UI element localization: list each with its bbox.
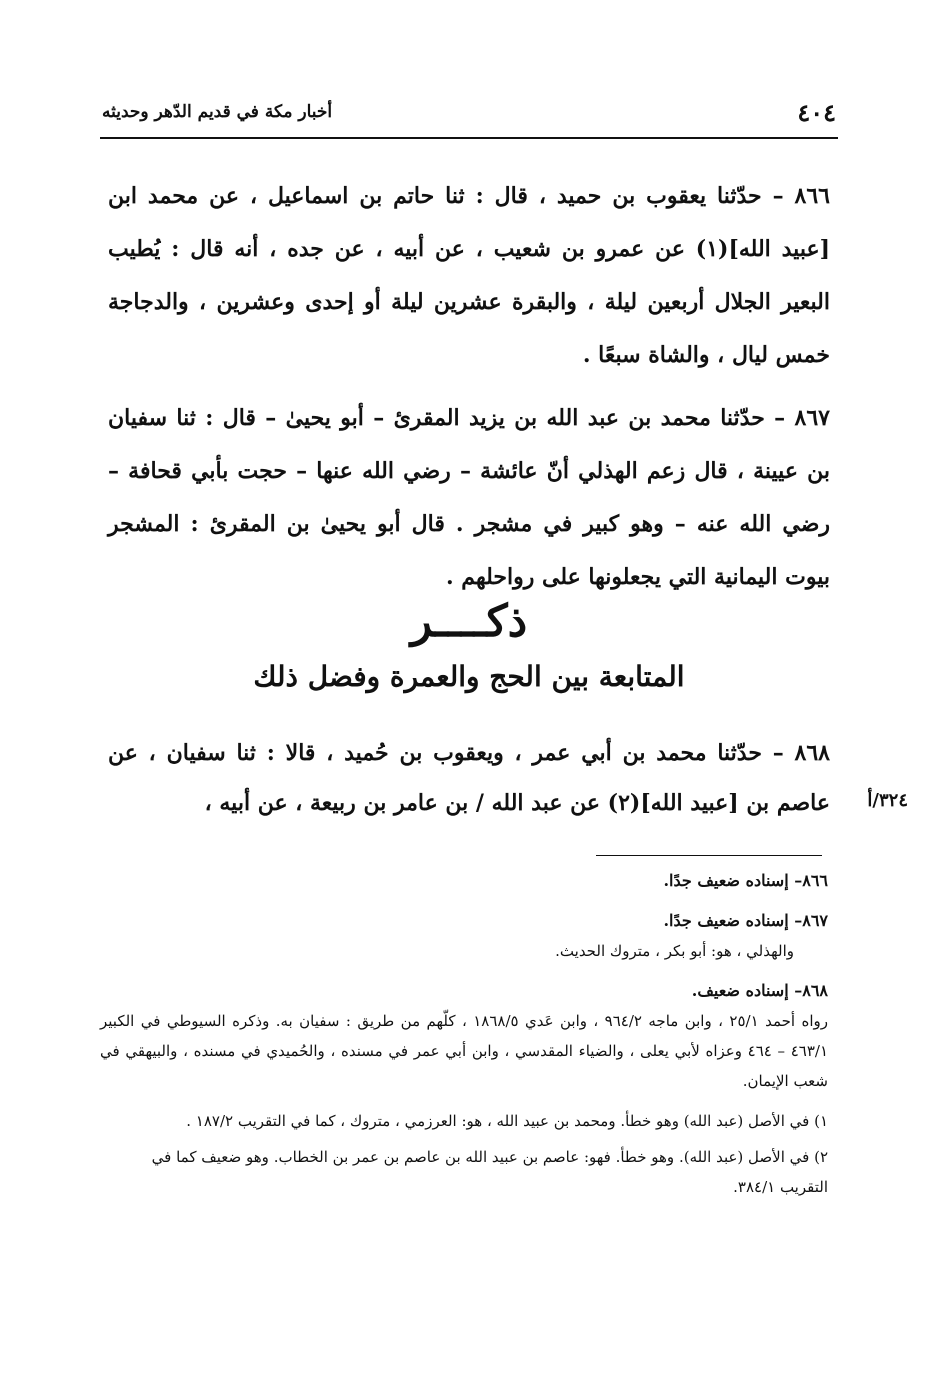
footnote-rule — [596, 855, 822, 856]
main-text — [108, 170, 830, 614]
section-title: المتابعة بين الحج والعمرة وفضل ذلك — [253, 660, 685, 693]
note-867-head: ٨٦٧– إسناده ضعيف جدًا. — [663, 911, 828, 930]
footnote-2: ٢) في الأصل (عبد الله). وهو خطأ. فهو: عاصم بن عبيد الله بن عاصم بن عمر بن الخطاب. وهو ضعيف كما في التقريب ٣٨٤/١. — [151, 1148, 828, 1196]
page-number: ٤٠٤ — [797, 98, 836, 127]
note-867-detail: والهذلي ، هو: أبو بكر ، متروك الحديث. — [555, 942, 794, 960]
main-text-continued — [108, 728, 830, 838]
running-title: أخبار مكة في قديم الدّهر وحديثه — [102, 102, 333, 122]
section-heading-word: ذكــــر — [410, 596, 528, 647]
manuscript-folio-marker: ٣٢٤/أ — [867, 790, 908, 811]
paragraph-868: ٨٦٨ – حدّثنا محمد بن أبي عمر ، ويعقوب بن حُميد ، قالا : ثنا سفيان ، عن عاصم بن [عبيد الله](٢) عن عبد الله / بن عامر بن ربيعة ، عن أبيه ، — [108, 740, 830, 816]
note-868 — [100, 976, 828, 1096]
note-866 — [100, 866, 828, 896]
page-header — [100, 94, 838, 134]
note-867 — [100, 906, 828, 966]
paragraph-867: ٨٦٧ – حدّثنا محمد بن عبد الله بن يزيد المقرئ – أبو يحيىٰ – قال : ثنا سفيان بن عيينة ، قال زعم الهذلي أنّ عائشة – رضي الله عنها – حجت بأبي قحافة – رضي الله عنه – وهو كبير في مشجر . قال أبو يحيىٰ بن المقرئ : المشجر بيوت اليمانية التي يجعلونها على رواحلهم . — [108, 405, 830, 590]
note-868-detail: رواه أحمد ٢٥/١ ، وابن ماجه ٩٦٤/٢ ، وابن عَدي ١٨٦٨/٥ ، كلّهم من طريق : سفيان به. وذكره السيوطي في الكبير ٤٦٣/١ – ٤٦٤ وعزاه لأبي يعلى ، والضياء المقدسي ، وابن أبي عمر في مسنده ، والحُميدي في مسنده ، والبيهقي في شعب الإيمان. — [100, 1012, 829, 1090]
footnote-1: ١) في الأصل (عبد الله) وهو خطأ. ومحمد بن عبيد الله ، هو: العرزمي ، متروك ، كما في التقريب ١٨٧/٢ . — [186, 1112, 828, 1130]
note-868-head: ٨٦٨– إسناده ضعيف. — [691, 981, 828, 1000]
footnotes — [100, 866, 828, 1202]
header-rule — [100, 137, 838, 139]
note-866-head: ٨٦٦– إسناده ضعيف جدًا. — [663, 871, 828, 890]
paragraph-866: ٨٦٦ – حدّثنا يعقوب بن حميد ، قال : ثنا حاتم بن اسماعيل ، عن محمد ابن [عبيد الله](١) عن عمرو بن شعيب ، عن أبيه ، عن جده ، أنه قال : يُطيب البعير الجلال أربعين ليلة ، والبقرة عشرين ليلة أو إحدى وعشرين ، والدجاجة خمس ليال ، والشاة سبعًا . — [108, 183, 830, 368]
